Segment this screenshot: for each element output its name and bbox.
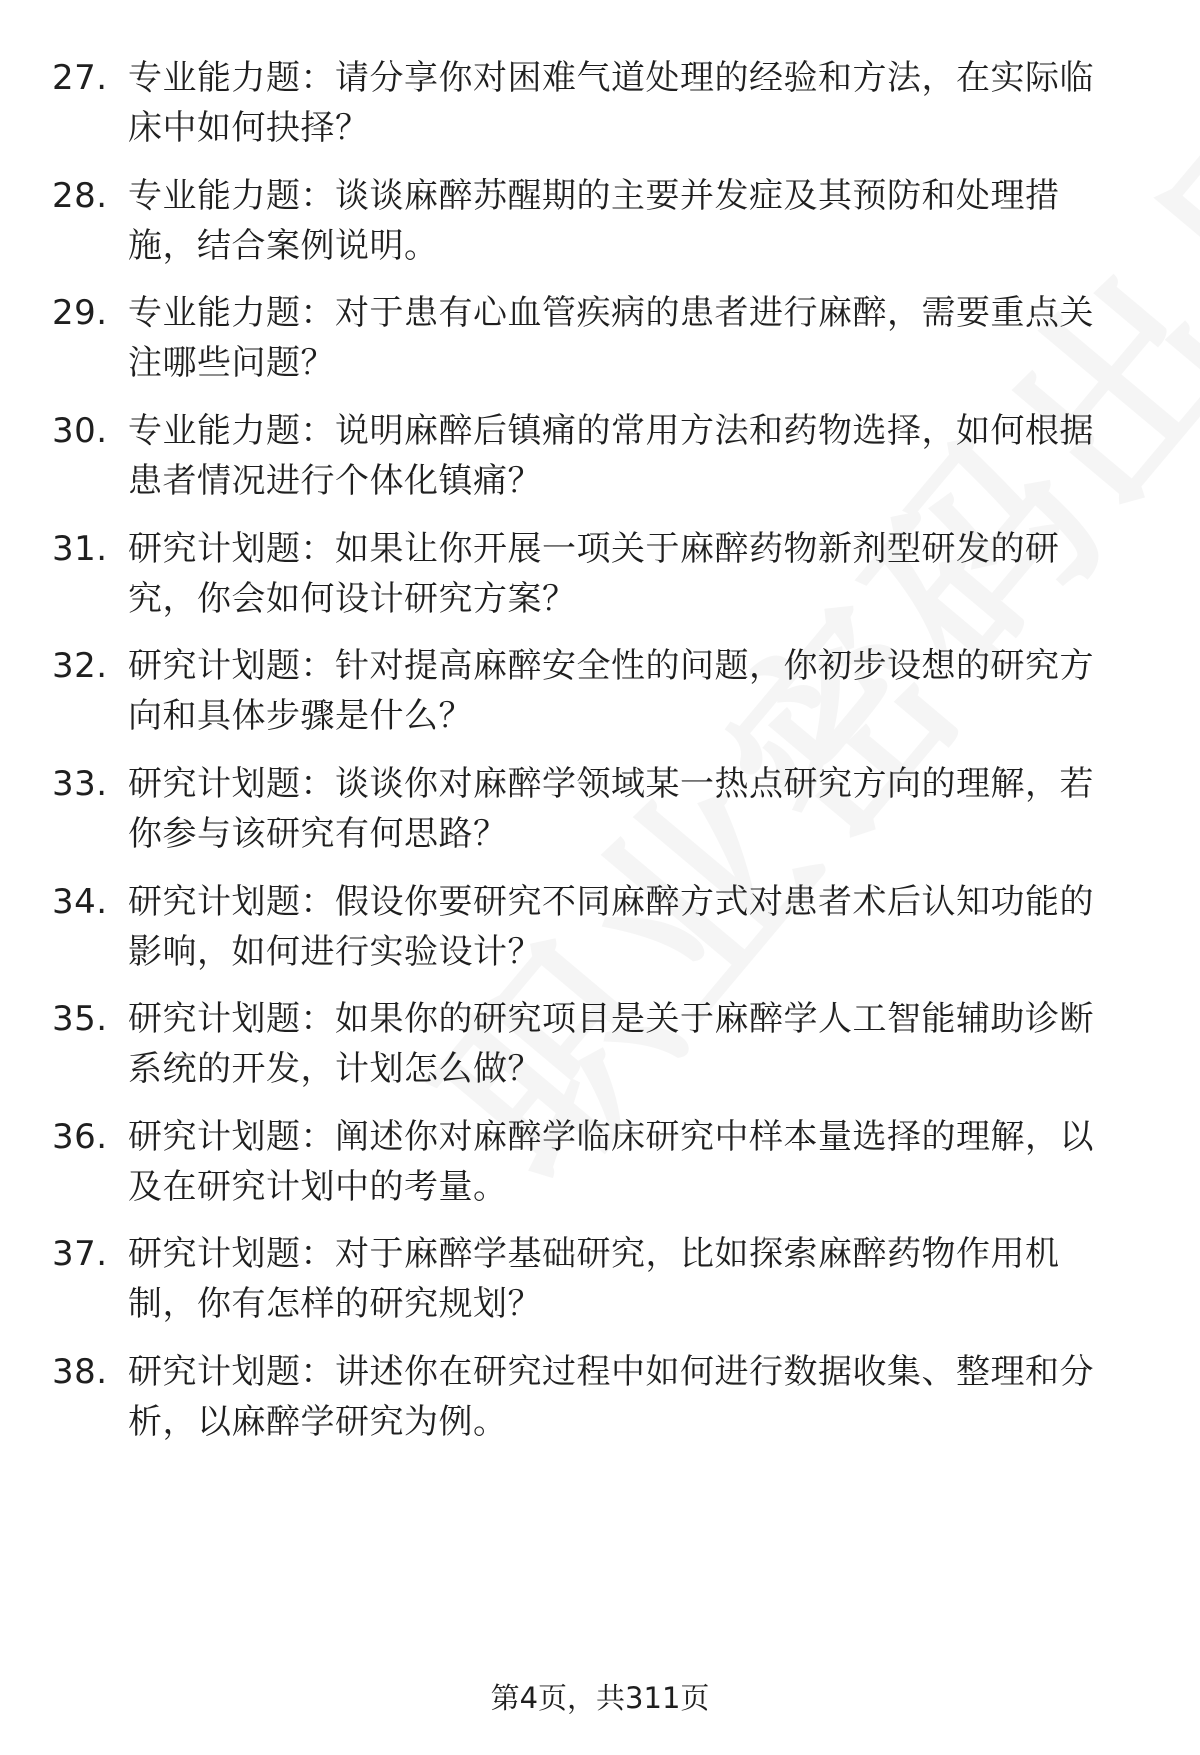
- question-item: [52, 759, 1152, 869]
- question-item: [52, 524, 1152, 634]
- question-number: 38.: [52, 1352, 108, 1392]
- question-text-line: 制，你有怎样的研究规划？: [128, 1284, 542, 1324]
- question-item: [52, 641, 1152, 751]
- question-text-line: 研究计划题：阐述你对麻醉学临床研究中样本量选择的理解，以: [128, 1117, 1094, 1157]
- question-number: 36.: [52, 1117, 108, 1157]
- question-text-line: 影响，如何进行实验设计？: [128, 932, 542, 972]
- question-item: [52, 171, 1152, 281]
- question-text-line: 系统的开发，计划怎么做？: [128, 1049, 542, 1089]
- question-item: [52, 994, 1152, 1104]
- question-text-line: 研究计划题：假设你要研究不同麻醉方式对患者术后认知功能的: [128, 882, 1094, 922]
- question-number: 27.: [52, 58, 108, 98]
- question-item: [52, 406, 1152, 516]
- question-text-line: 向和具体步骤是什么？: [128, 696, 473, 736]
- question-text-line: 施，结合案例说明。: [128, 226, 439, 266]
- question-text-line: 你参与该研究有何思路？: [128, 814, 508, 854]
- question-text-line: 究，你会如何设计研究方案？: [128, 579, 577, 619]
- question-item: [52, 1229, 1152, 1339]
- question-text-line: 专业能力题：谈谈麻醉苏醒期的主要并发症及其预防和处理措: [128, 176, 1060, 216]
- question-text: [128, 288, 1200, 388]
- question-text: [128, 994, 1200, 1094]
- question-text: [128, 524, 1200, 624]
- question-item: [52, 877, 1152, 987]
- question-text-line: 研究计划题：讲述你在研究过程中如何进行数据收集、整理和分: [128, 1352, 1094, 1392]
- question-text-line: 析，以麻醉学研究为例。: [128, 1402, 508, 1442]
- question-text-line: 患者情况进行个体化镇痛？: [128, 461, 542, 501]
- question-number: 37.: [52, 1234, 108, 1274]
- question-text-line: 研究计划题：针对提高麻醉安全性的问题，你初步设想的研究方: [128, 646, 1094, 686]
- question-number: 29.: [52, 293, 108, 333]
- question-text: [128, 1229, 1200, 1329]
- question-item: [52, 1112, 1152, 1222]
- question-item: [52, 53, 1152, 163]
- question-text: [128, 406, 1200, 506]
- question-text: [128, 171, 1200, 271]
- question-number: 28.: [52, 176, 108, 216]
- question-text: [128, 1112, 1200, 1212]
- question-item: [52, 288, 1152, 398]
- question-text: [128, 877, 1200, 977]
- question-number: 32.: [52, 646, 108, 686]
- question-item: [52, 1347, 1152, 1457]
- question-text: [128, 1347, 1200, 1447]
- question-text: [128, 641, 1200, 741]
- question-text-line: 专业能力题：对于患有心血管疾病的患者进行麻醉，需要重点关: [128, 293, 1094, 333]
- question-text-line: 研究计划题：对于麻醉学基础研究，比如探索麻醉药物作用机: [128, 1234, 1060, 1274]
- question-number: 33.: [52, 764, 108, 804]
- question-text-line: 及在研究计划中的考量。: [128, 1167, 508, 1207]
- page-number: 第4页，共311页: [490, 1681, 710, 1715]
- question-text-line: 专业能力题：请分享你对困难气道处理的经验和方法，在实际临: [128, 58, 1094, 98]
- question-text: [128, 53, 1200, 153]
- question-text-line: 床中如何抉择？: [128, 108, 370, 148]
- question-text-line: 研究计划题：如果你的研究项目是关于麻醉学人工智能辅助诊断: [128, 999, 1094, 1039]
- question-text-line: 研究计划题：谈谈你对麻醉学领域某一热点研究方向的理解，若: [128, 764, 1094, 804]
- question-text-line: 注哪些问题？: [128, 343, 335, 383]
- question-number: 30.: [52, 411, 108, 451]
- question-number: 34.: [52, 882, 108, 922]
- question-text: [128, 759, 1200, 859]
- question-number: 35.: [52, 999, 108, 1039]
- question-text-line: 研究计划题：如果让你开展一项关于麻醉药物新剂型研发的研: [128, 529, 1060, 569]
- question-number: 31.: [52, 529, 108, 569]
- question-text-line: 专业能力题：说明麻醉后镇痛的常用方法和药物选择，如何根据: [128, 411, 1094, 451]
